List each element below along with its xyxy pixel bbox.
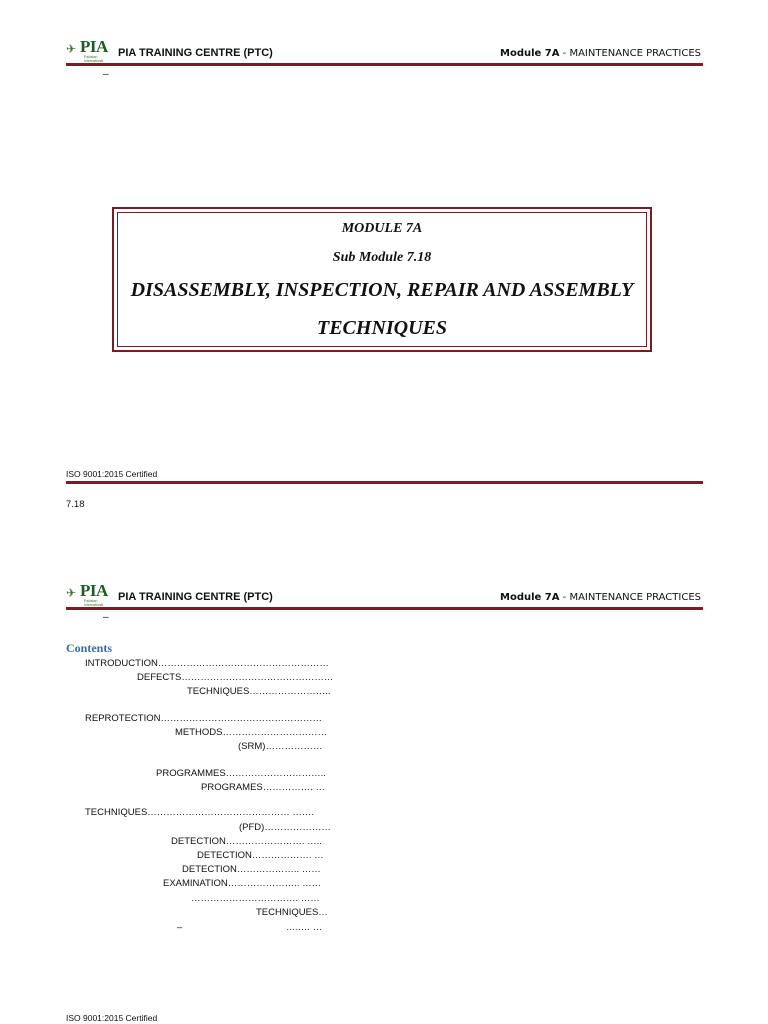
footer-rule bbox=[66, 481, 703, 484]
bird-icon: ✈ bbox=[66, 42, 77, 56]
pia-logo-2 bbox=[66, 581, 114, 607]
logo-text: PIA bbox=[80, 37, 108, 56]
module-rest: - MAINTENANCE PRACTICES bbox=[559, 48, 701, 59]
pia-logo bbox=[66, 37, 114, 63]
org-name-2: PIA TRAINING CENTRE (PTC) bbox=[118, 591, 273, 603]
toc-entry[interactable]: DEFECTS………………………………………… bbox=[137, 672, 334, 683]
toc-entry[interactable]: TECHNIQUES… bbox=[256, 907, 328, 918]
module-bold: Module 7A bbox=[500, 592, 560, 603]
header-rule-2 bbox=[66, 607, 703, 610]
toc-entry[interactable]: – bbox=[177, 922, 183, 933]
toc-entry[interactable]: …..… … bbox=[286, 922, 323, 933]
toc-entry[interactable]: INTRODUCTION……………………………………………… bbox=[85, 658, 329, 669]
toc-entry[interactable]: TECHNIQUES…………………….. bbox=[187, 686, 331, 697]
bird-icon: ✈ bbox=[66, 586, 77, 600]
org-name: PIA TRAINING CENTRE (PTC) bbox=[118, 47, 273, 59]
main-title-line2: TECHNIQUES bbox=[316, 317, 448, 339]
module-label-2 bbox=[500, 592, 701, 603]
module-title: MODULE 7A bbox=[341, 221, 423, 236]
main-title-line1: DISASSEMBLY, INSPECTION, REPAIR AND ASSEMBLY bbox=[130, 279, 634, 301]
header-dash-2: – bbox=[103, 612, 109, 623]
module-rest: - MAINTENANCE PRACTICES bbox=[559, 592, 701, 603]
toc-entry[interactable]: METHODS…………………………… bbox=[175, 727, 327, 738]
toc-entry[interactable]: EXAMINATION………………….. …… bbox=[163, 878, 322, 889]
module-bold: Module 7A bbox=[500, 48, 560, 59]
header-rule bbox=[66, 63, 703, 66]
toc-entry[interactable]: DETECTION……………….. …… bbox=[182, 864, 321, 875]
iso-certified: ISO 9001:2015 Certified bbox=[66, 469, 158, 479]
toc-entry[interactable]: DETECTION………………. … bbox=[197, 850, 324, 861]
iso-certified-2: ISO 9001:2015 Certified bbox=[66, 1013, 158, 1023]
toc-entry[interactable]: ……………………………. …… bbox=[191, 893, 320, 904]
toc-entry[interactable]: TECHNIQUES……………………………………… ……. bbox=[85, 807, 315, 818]
module-label bbox=[500, 48, 701, 59]
header-dash: – bbox=[103, 69, 109, 80]
logo-text: PIA bbox=[80, 581, 108, 600]
toc-entry[interactable]: PROGRAMES……………. … bbox=[201, 782, 326, 793]
toc-entry[interactable]: DETECTION……………………. ….. bbox=[171, 836, 322, 847]
toc-entry[interactable]: REPROTECTION…………………………………………… bbox=[85, 713, 322, 724]
logo-tagline: Pakistan International bbox=[84, 599, 104, 607]
submodule-title: Sub Module 7.18 bbox=[332, 250, 432, 265]
title-box bbox=[112, 207, 652, 352]
logo-tagline: Pakistan International bbox=[84, 55, 104, 63]
contents-heading: Contents bbox=[66, 641, 113, 655]
toc-entry[interactable]: PROGRAMMES………………………….. bbox=[156, 768, 326, 779]
toc-entry[interactable]: (PFD)………………… bbox=[239, 822, 331, 833]
page-number: 7.18 bbox=[66, 499, 85, 510]
toc-entry[interactable]: (SRM)……………… bbox=[238, 741, 323, 752]
